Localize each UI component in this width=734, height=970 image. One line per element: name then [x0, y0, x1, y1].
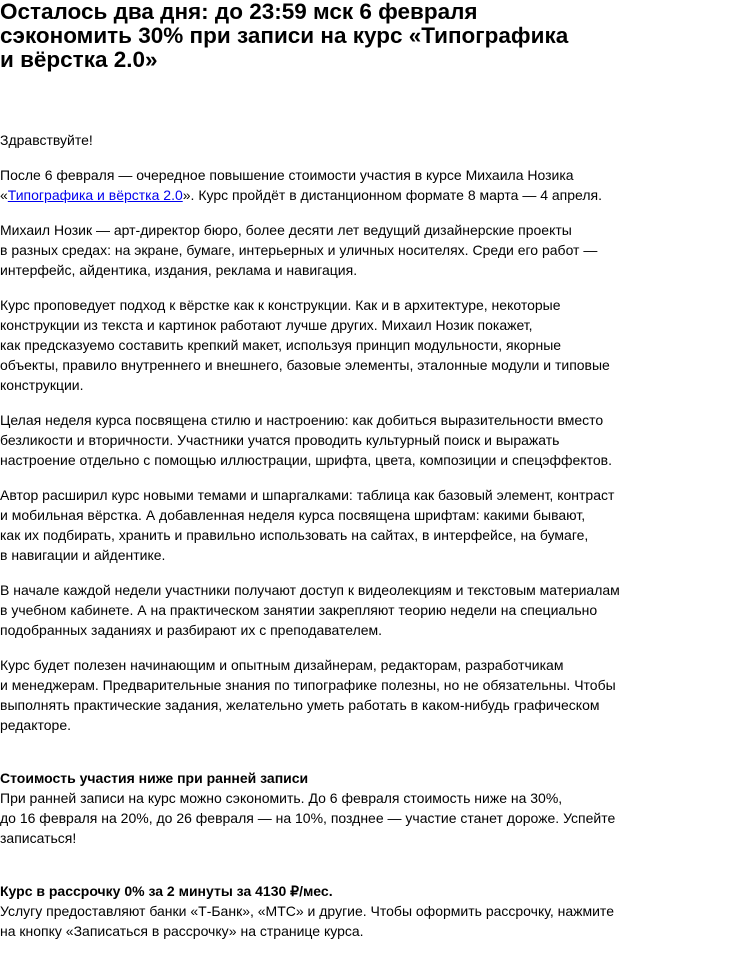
- installment-section: [0, 881, 640, 941]
- author-paragraph: Михаил Нозик — арт-директор бюро, более десяти лет ведущий дизайнерские проекты в разных средах: на экране, бумаге, интерьерных и уличных носителях. Среди его работ — интерфейс, айдентика, издания, реклама и навигация.: [0, 222, 598, 278]
- greeting: Здравствуйте!: [0, 132, 93, 148]
- audience-paragraph: Курс будет полезен начинающим и опытным дизайнерам, редакторам, разработчикам и менеджерам. Предварительные знания по типографике полезны, но не обязательны. Чтобы выполнять практические задания, желательно уметь работать в каком-нибудь графическом редакторе.: [0, 657, 616, 733]
- early-signup-text: При ранней записи на курс можно сэкономить. До 6 февраля стоимость ниже на 30%, до 16 февраля на 20%, до 26 февраля — на 10%, позднее — участие станет дороже. Успейте записаться!: [0, 790, 616, 846]
- intro-text-before: После 6 февраля — очередное повышение стоимости участия в курсе Михаила Нозика «: [0, 167, 574, 203]
- intro-text-after: ». Курс пройдёт в дистанционном формате 8 марта — 4 апреля.: [182, 187, 602, 203]
- heading-spacer: [0, 72, 640, 130]
- approach-paragraph: Курс проповедует подход к вёрстке как к конструкции. Как и в архитектуре, некоторые конструкции из текста и картинок работают лучше других. Михаил Нозик покажет, как предсказуемо составить крепкий макет, используя принцип модульности, якорные объекты, правило внутреннего и внешнего, базовые элементы, эталонные модули и типовые конструкции.: [0, 297, 610, 393]
- early-signup-section: [0, 768, 640, 848]
- installment-text: Услугу предоставляют банки «Т-Банк», «МТС» и другие. Чтобы оформить рассрочку, нажмите на кнопку «Записаться в рассрочку» на странице курса.: [0, 903, 614, 939]
- new-topics-paragraph: Автор расширил курс новыми темами и шпаргалками: таблица как базовый элемент, контраст и мобильная вёрстка. А добавленная неделя курса посвящена шрифтам: какими бывают, как их подбирать, хранить и правильно использовать на сайтах, в интерфейсе, на бумаге, в навигации и айдентике.: [0, 487, 615, 563]
- format-paragraph: В начале каждой недели участники получают доступ к видеолекциям и текстовым материалам в учебном кабинете. А на практическом занятии закрепляют теорию недели на специально подобранных заданиях и разбирают их с преподавателем.: [0, 582, 620, 638]
- section-gap: [0, 750, 640, 768]
- course-link[interactable]: Типографика и вёрстка 2.0: [7, 187, 183, 203]
- section-gap: [0, 848, 640, 881]
- early-signup-title: Стоимость участия ниже при ранней записи: [0, 770, 309, 786]
- intro-paragraph: [0, 165, 640, 205]
- email-heading: Осталось два дня: до 23:59 мск 6 февраля сэкономить 30% при записи на курс «Типографика и вёрстка 2.0»: [0, 0, 569, 72]
- style-paragraph: Целая неделя курса посвящена стилю и настроению: как добиться выразительности вместо безликости и вторичности. Участники учатся проводить культурный поиск и выражать настроение отдельно с помощью иллюстрации, шрифта, цвета, композиции и спецэффектов.: [0, 412, 612, 468]
- installment-title: Курс в рассрочку 0% за 2 минуты за 4130 ₽/мес.: [0, 883, 333, 899]
